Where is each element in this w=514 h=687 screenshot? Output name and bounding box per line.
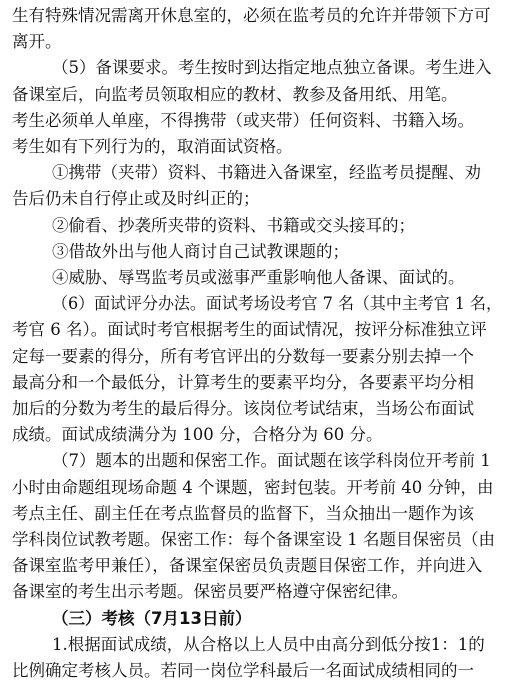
text-line: ③借故外出与他人商讨自己试教课题的；: [52, 241, 349, 261]
text-line: 1.根据面试成绩，从合格以上人员中由高分到低分按1：1的: [52, 634, 485, 654]
text-line: 最高分和一个最低分，计算考生的要素平均分，各要素平均分相: [12, 372, 474, 392]
text-line: 生有特殊情况需离开休息室的，必须在监考员的允许并带领下方可: [12, 6, 491, 25]
text-line: ①携带（夹带）资料、书籍进入备课室，经监考员提醒、劝: [52, 163, 481, 183]
text-line: 学科岗位试教考题。保密工作：每个备课室设 1 名题目保密员（由: [12, 530, 495, 549]
text-line: 定每一要素的得分，所有考官评出的分数每一要素分别去掉一个: [12, 346, 474, 366]
text-line: 小时由命题组现场命题 4 个课题，密封包装。开考前 40 分钟，由: [12, 477, 494, 497]
text-line: （7）题本的出题和保密工作。面试题在该学科岗位开考前 1: [52, 451, 491, 471]
text-line: 考生如有下列行为的，取消面试资格。: [12, 137, 293, 156]
text-line: 备课室监考甲兼任），备课室保密员负责题目保密工作，并向进入: [12, 556, 483, 576]
text-line: 考生必须单人单座，不得携带（或夹带）任何资料、书籍入场。: [12, 110, 474, 130]
text-line: ②偷看、抄袭所夹带的资料、书籍或交头接耳的；: [52, 215, 415, 235]
text-line: （6）面试评分办法。面试考场设考官 7 名（其中主考官 1 名，: [52, 294, 502, 314]
text-line: 考点主任、副主任在考点监督员的监督下，当众抽出一题作为该: [12, 503, 474, 523]
text-line: 考官 6 名）。面试时考官根据考生的面试情况，按评分标准独立评: [12, 320, 487, 340]
text-line: 离开。: [12, 32, 62, 52]
text-line: 备课室的考生出示考题。保密员要严格遵守保密纪律。: [12, 582, 408, 602]
text-line: 加后的分数为考生的最后得分。该岗位考试结束，当场公布面试: [12, 399, 474, 418]
text-line: 备课室后，向监考员领取相应的教材、教参及备用纸、用笔。: [12, 84, 458, 104]
text-line: ④威胁、辱骂监考员或滋事严重影响他人备课、面试的。: [52, 268, 465, 287]
section-heading: （三）考核（7月13日前）: [52, 608, 252, 628]
text-line: 成绩。面试成绩满分为 100 分，合格分为 60 分。: [12, 425, 383, 445]
text-line: 比例确定考核人员。若同一岗位学科最后一名面试成绩相同的一: [12, 661, 474, 680]
text-line: （5）备课要求。考生按时到达指定地点独立备课。考生进入: [52, 58, 492, 78]
text-line: 告后仍未自行停止或及时纠正的；: [12, 189, 260, 209]
